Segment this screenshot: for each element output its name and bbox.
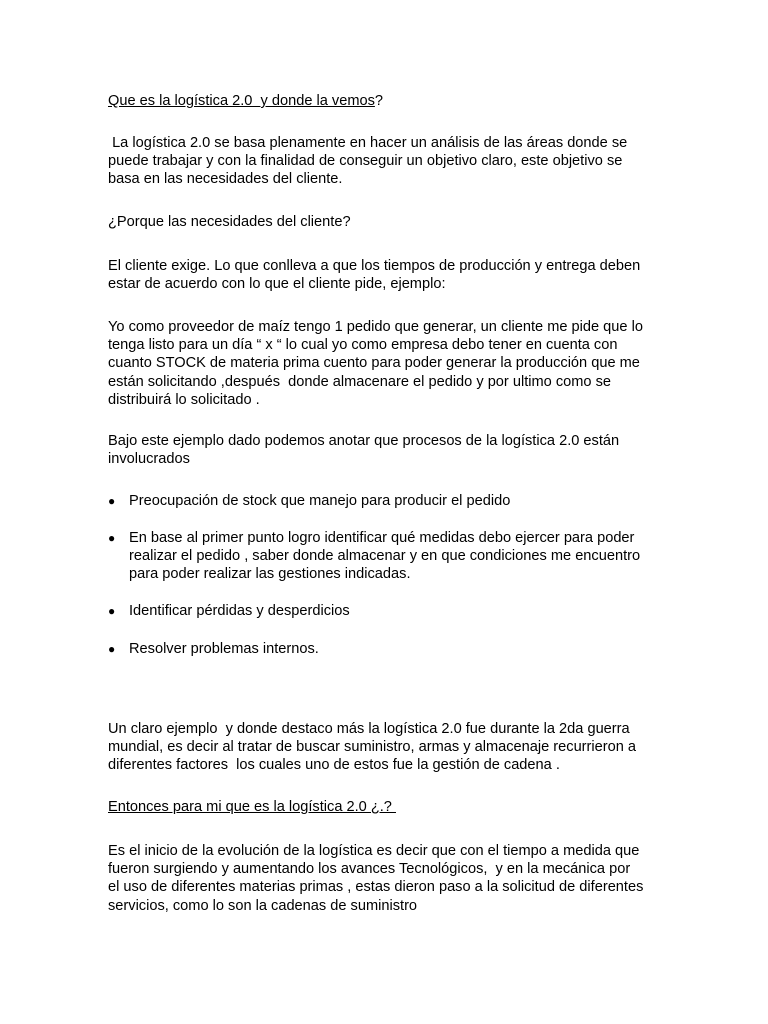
heading-logistica-2-0 xyxy=(108,92,668,110)
paragraph-procesos: Bajo este ejemplo dado podemos anotar que procesos de la logística 2.0 están involucrados xyxy=(108,433,620,468)
bullet-icon: ● xyxy=(108,531,116,545)
paragraph-evolucion: Es el inicio de la evolución de la logística es decir que con el tiempo a medida que fueron surgiendo y aumentando los avances Tecnológicos, y en la mecánica por el uso de diferentes materias primas , estas dieron paso a la solicitud de diferentes servicios, como lo son la cadenas de suministro xyxy=(108,843,644,914)
heading-question-mark: ? xyxy=(374,93,384,109)
heading-underlined-text: Que es la logística 2.0 y donde la vemos xyxy=(108,93,375,109)
paragraph-definition: La logística 2.0 se basa plenamente en hacer un análisis de las áreas donde se puede trabajar y con la finalidad de conseguir un objetivo claro, este objetivo se basa en las necesidades del cliente. xyxy=(108,135,628,188)
list-item-text: En base al primer punto logro identificar qué medidas debo ejercer para poder realizar el pedido , saber donde almacenar y en que condiciones me encuentro para poder realizar las gestiones indicadas. xyxy=(129,530,641,583)
paragraph-segunda-guerra: Un claro ejemplo y donde destaco más la logística 2.0 fue durante la 2da guerra mundial, es decir al tratar de buscar suministro, armas y almacenaje recurrieron a diferentes factores los cuales uno de estos fue la gestión de cadena . xyxy=(108,721,637,774)
list-item-text: Identificar pérdidas y desperdicios xyxy=(129,603,350,619)
bullet-icon: ● xyxy=(108,604,116,618)
heading-para-mi: Entonces para mi que es la logística 2.0 ¿.? xyxy=(108,799,396,815)
paragraph-example-maiz: Yo como proveedor de maíz tengo 1 pedido que generar, un cliente me pide que lo tenga listo para un día “ x “ lo cual yo como empresa debo tener en cuenta con cuanto STOCK de materia prima cuento para poder generar la producción que me están solicitando ,después donde almacenare el pedido y por ultimo como se distribuirá lo solicitado . xyxy=(108,319,643,408)
list-item-text: Resolver problemas internos. xyxy=(129,641,319,657)
bullet-icon: ● xyxy=(108,494,116,508)
list-item-text: Preocupación de stock que manejo para producir el pedido xyxy=(129,493,511,509)
question-necesidades: ¿Porque las necesidades del cliente? xyxy=(108,214,351,230)
paragraph-cliente-exige: El cliente exige. Lo que conlleva a que los tiempos de producción y entrega deben estar de acuerdo con lo que el cliente pide, ejemplo: xyxy=(108,258,641,293)
bullet-icon: ● xyxy=(108,642,116,656)
